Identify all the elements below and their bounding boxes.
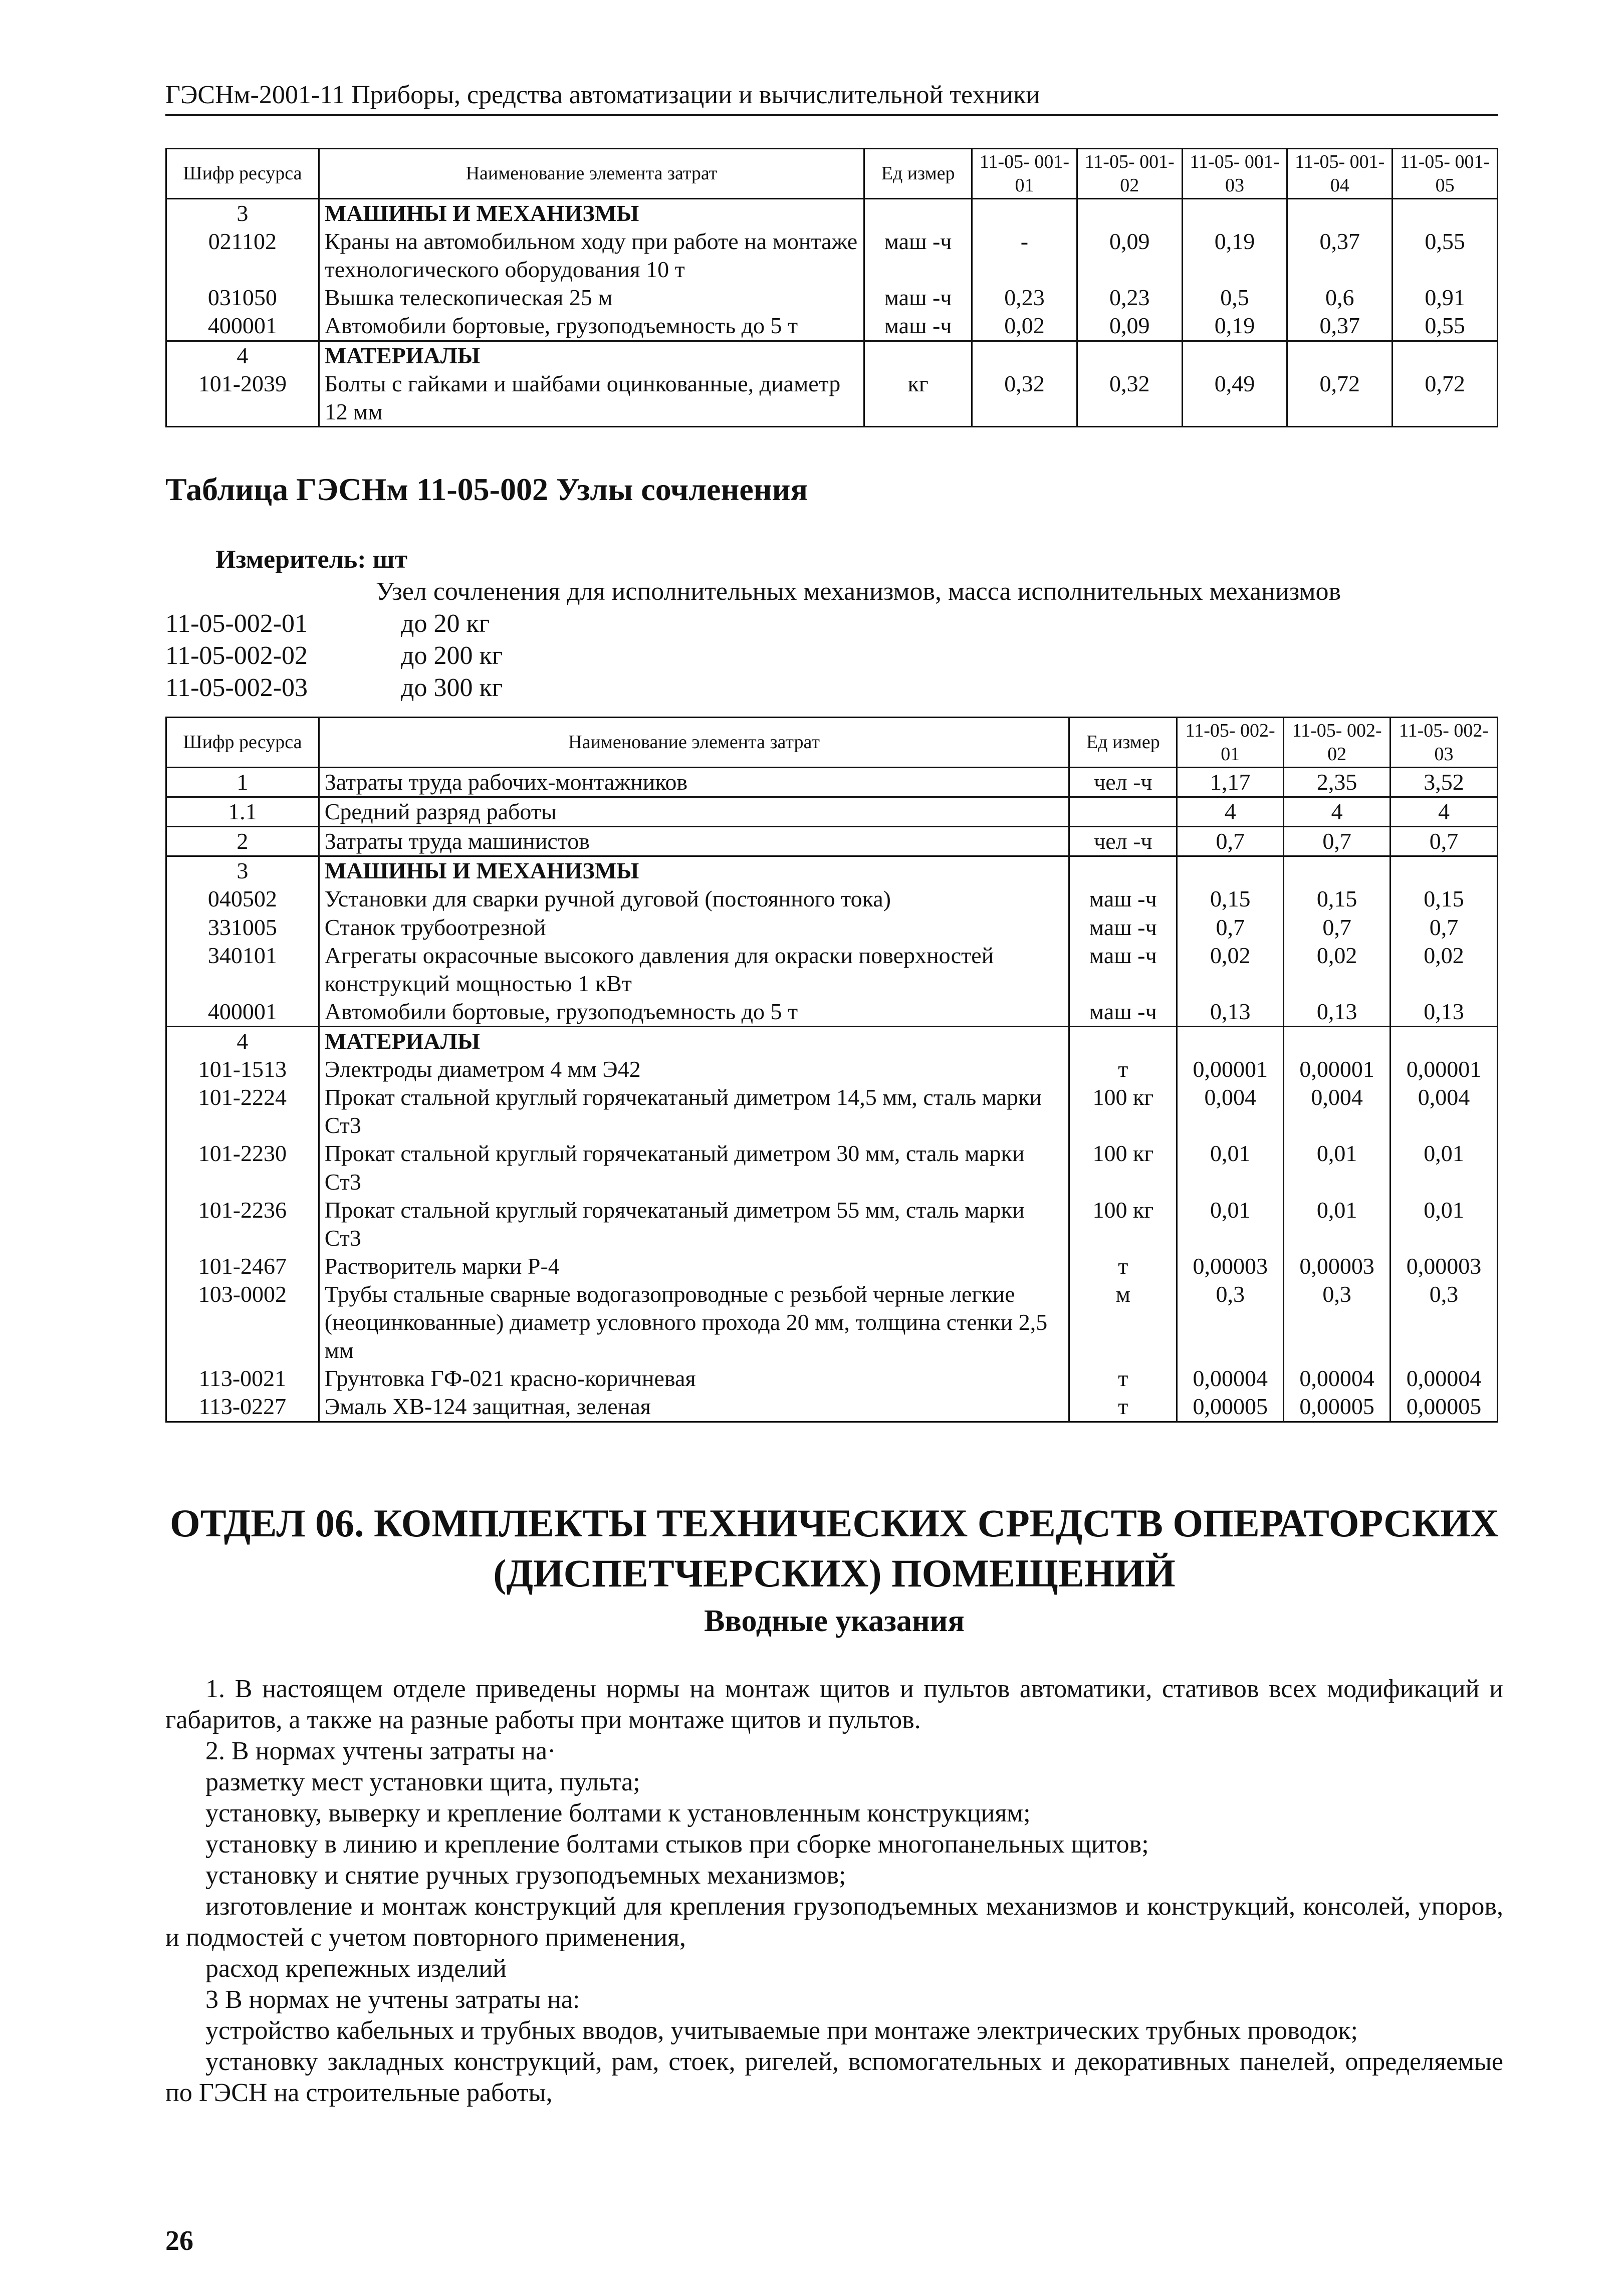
cell-code: 3 [166,199,319,228]
cell-name: Автомобили бортовые, грузоподъемность до 5 т [319,998,1069,1027]
paragraph: изготовление и монтаж конструкций для крепления грузоподъемных механизмов и конструкций, консолей, упоров, и подмостей с учетом повторного применения, [165,1892,1503,1952]
cell-value: 0,37 [1287,227,1393,284]
header-norm: 11-05- 002-01 [1177,718,1284,768]
cell-value: 0,02 [972,312,1077,341]
cell-value: 0,13 [1284,998,1390,1027]
cell-value: 0,00004 [1284,1364,1390,1393]
table-row [166,284,1498,312]
cell-unit: т [1069,1055,1177,1083]
cell-value: 0,3 [1390,1280,1498,1364]
cell-value: 0,72 [1393,370,1498,427]
section-row [166,1026,1498,1055]
cell-value: 0,6 [1287,284,1393,312]
cell-unit: 100 кг [1069,1139,1177,1196]
cell-value: 0,02 [1390,942,1498,998]
cell-unit: т [1069,1252,1177,1280]
cell-value: 0,01 [1284,1196,1390,1252]
paragraph: установку и снятие ручных грузоподъемных механизмов; [205,1861,846,1890]
measure-label: Измеритель: шт [215,545,408,574]
cell-section-title: МАШИНЫ И МЕХАНИЗМЫ [319,856,1069,885]
cell-value: 0,91 [1393,284,1498,312]
cell-name: Прокат стальной круглый горячекатаный диметром 30 мм, сталь марки Ст3 [319,1139,1069,1196]
cell-name: Трубы стальные сварные водогазопроводные с резьбой черные легкие (неоцинкованные) диаметр условного прохода 20 мм, толщина стенки 2,5 мм [319,1280,1069,1364]
cell-value: 0,00003 [1284,1252,1390,1280]
cell-unit [1069,1026,1177,1055]
measure-text: до 200 кг [401,641,503,670]
cell-value: 0,13 [1177,998,1284,1027]
cell-unit [1069,856,1177,885]
paragraph: 2. В нормах учтены затраты на· [205,1737,556,1765]
cell-unit: т [1069,1364,1177,1393]
header-norm: 11-05- 001-01 [972,149,1077,199]
paragraph: установку закладных конструкций, рам, стоек, ригелей, вспомогательных и декоративных панелей, определяемые по ГЭСН на строительные работы, [165,2047,1503,2107]
cell-value: 0,3 [1177,1280,1284,1364]
cell-unit: маш -ч [864,312,972,341]
page-number: 26 [165,2225,193,2256]
cell-value: - [972,227,1077,284]
cell-name: Болты с гайками и шайбами оцинкованные, диаметр 12 мм [319,370,864,427]
cell-value: 3,52 [1390,768,1498,797]
cell-value: 0,7 [1284,913,1390,942]
measure-description: Узел сочленения для исполнительных механизмов, масса исполнительных механизмов [376,577,1341,606]
cell-value: 0,01 [1284,1139,1390,1196]
measure-item [165,608,1341,640]
cell-section-title: МАШИНЫ И МЕХАНИЗМЫ [319,199,864,228]
cell-value [972,341,1077,370]
cell-value [1077,199,1182,228]
cell-value [972,199,1077,228]
cell-section-title: МАТЕРИАЛЫ [319,341,864,370]
cell-unit [864,199,972,228]
cell-name: Прокат стальной круглый горячекатаный диметром 55 мм, сталь марки Ст3 [319,1196,1069,1252]
header-code: Шифр ресурса [166,149,319,199]
cell-value: 0,02 [1177,942,1284,998]
cell-value: 4 [1390,797,1498,827]
table-row [166,827,1498,856]
cell-unit: т [1069,1393,1177,1422]
cell-value [1284,856,1390,885]
table-row [166,1139,1498,1196]
cell-value: 0,72 [1287,370,1393,427]
measure-code: 11-05-002-01 [165,609,308,638]
cell-unit: м [1069,1280,1177,1364]
table-row [166,913,1498,942]
header-name: Наименование элемента затрат [319,149,864,199]
cell-code: 113-0021 [166,1364,319,1393]
cell-value [1077,341,1182,370]
cell-value: 0,3 [1284,1280,1390,1364]
cell-value [1287,199,1393,228]
cell-name: Эмаль ХВ-124 защитная, зеленая [319,1393,1069,1422]
cell-unit: маш -ч [1069,998,1177,1027]
cell-unit: 100 кг [1069,1083,1177,1139]
header-code: Шифр ресурса [166,718,319,768]
header-norm: 11-05- 001-05 [1393,149,1498,199]
header-norm: 11-05- 002-03 [1390,718,1498,768]
cell-value [1182,199,1287,228]
table-row [166,885,1498,913]
measure-code: 11-05-002-03 [165,673,308,702]
section-row [166,341,1498,370]
cell-value: 0,00003 [1177,1252,1284,1280]
resource-table-002 [165,717,1498,1423]
cell-value [1393,341,1498,370]
cell-value [1390,1026,1498,1055]
cell-value: 0,15 [1284,885,1390,913]
table-row [166,1364,1498,1393]
cell-name: Вышка телескопическая 25 м [319,284,864,312]
cell-unit: 100 кг [1069,1196,1177,1252]
header-norm: 11-05- 001-02 [1077,149,1182,199]
cell-value: 0,37 [1287,312,1393,341]
cell-value: 0,004 [1284,1083,1390,1139]
cell-code: 113-0227 [166,1393,319,1422]
paragraph: установку в линию и крепление болтами стыков при сборке многопанельных щитов; [205,1830,1149,1859]
cell-value: 0,01 [1177,1139,1284,1196]
cell-code: 340101 [166,942,319,998]
cell-name: Электроды диаметром 4 мм Э42 [319,1055,1069,1083]
cell-value: 0,19 [1182,227,1287,284]
cell-value [1177,856,1284,885]
measure-text: до 20 кг [401,609,490,638]
table-row [166,768,1498,797]
cell-name: Затраты труда рабочих-монтажников [319,768,1069,797]
table-row [166,1083,1498,1139]
cell-value [1182,341,1287,370]
cell-value [1393,199,1498,228]
running-header: ГЭСНм-2001-11 Приборы, средства автоматизации и вычислительной техники [165,80,1498,116]
measure-item [165,672,1341,704]
cell-unit: чел -ч [1069,827,1177,856]
paragraph: разметку мест установки щита, пульта; [205,1768,640,1796]
cell-value: 0,01 [1177,1196,1284,1252]
cell-code: 400001 [166,312,319,341]
section-title: ОТДЕЛ 06. КОМПЛЕКТЫ ТЕХНИЧЕСКИХ СРЕДСТВ ОПЕРАТОРСКИХ (ДИСПЕТЧЕРСКИХ) ПОМЕЩЕНИЙ [169,1501,1499,1595]
cell-unit [1069,797,1177,827]
cell-value: 0,55 [1393,227,1498,284]
cell-name: Грунтовка ГФ-021 красно-коричневая [319,1364,1069,1393]
cell-value: 0,00005 [1177,1393,1284,1422]
measure-text: до 300 кг [401,673,503,702]
cell-value: 0,23 [1077,284,1182,312]
cell-value: 4 [1284,797,1390,827]
cell-unit: маш -ч [864,227,972,284]
cell-name: Затраты труда машинистов [319,827,1069,856]
cell-value: 0,09 [1077,312,1182,341]
cell-value: 0,00003 [1390,1252,1498,1280]
cell-value: 0,23 [972,284,1077,312]
cell-value: 2,35 [1284,768,1390,797]
table-row [166,1055,1498,1083]
cell-code: 1.1 [166,797,319,827]
cell-value: 0,55 [1393,312,1498,341]
cell-value: 0,7 [1390,827,1498,856]
cell-value: 0,19 [1182,312,1287,341]
table-row [166,227,1498,284]
header-norm: 11-05- 002-02 [1284,718,1390,768]
paragraph: установку, выверку и крепление болтами к установленным конструкциям; [205,1799,1031,1827]
header-unit: Ед измер [864,149,972,199]
cell-unit: кг [864,370,972,427]
cell-value: 0,7 [1284,827,1390,856]
paragraph: расход крепежных изделий [205,1954,507,1983]
cell-name: Автомобили бортовые, грузоподъемность до 5 т [319,312,864,341]
table-row [166,1252,1498,1280]
cell-value: 0,02 [1284,942,1390,998]
table-row [166,1393,1498,1422]
table-row [166,1280,1498,1364]
cell-value: 0,7 [1177,913,1284,942]
cell-value: 0,49 [1182,370,1287,427]
paragraph: устройство кабельных и трубных вводов, учитываемые при монтаже электрических трубных проводок; [205,2016,1358,2045]
cell-value: 0,15 [1390,885,1498,913]
cell-name: Средний разряд работы [319,797,1069,827]
cell-code: 331005 [166,913,319,942]
table-row [166,312,1498,341]
table-row [166,998,1498,1027]
header-norm: 11-05- 001-04 [1287,149,1393,199]
cell-section-title: МАТЕРИАЛЫ [319,1026,1069,1055]
cell-value: 0,7 [1390,913,1498,942]
cell-unit: маш -ч [1069,885,1177,913]
cell-name: Краны на автомобильном ходу при работе на монтаже технологического оборудования 10 т [319,227,864,284]
table-row [166,370,1498,427]
cell-code: 2 [166,827,319,856]
table-row [166,1196,1498,1252]
body-text [165,1674,1503,2109]
cell-unit: маш -ч [864,284,972,312]
cell-value [1284,1026,1390,1055]
cell-value: 0,01 [1390,1196,1498,1252]
cell-value: 1,17 [1177,768,1284,797]
cell-code: 101-2467 [166,1252,319,1280]
cell-value: 0,15 [1177,885,1284,913]
cell-value [1287,341,1393,370]
cell-value: 0,32 [1077,370,1182,427]
cell-code: 101-2230 [166,1139,319,1196]
table-row [166,942,1498,998]
section-row [166,199,1498,228]
cell-value: 0,004 [1390,1083,1498,1139]
cell-code: 4 [166,341,319,370]
cell-code: 103-0002 [166,1280,319,1364]
cell-value: 0,09 [1077,227,1182,284]
paragraph: 1. В настоящем отделе приведены нормы на монтаж щитов и пультов автоматики, стативов всех модификаций и габаритов, а также на разные работы при монтаже щитов и пультов. [165,1675,1503,1734]
cell-value: 0,01 [1390,1139,1498,1196]
cell-value: 0,32 [972,370,1077,427]
cell-value: 0,00004 [1390,1364,1498,1393]
header-norm: 11-05- 001-03 [1182,149,1287,199]
cell-value [1390,856,1498,885]
cell-value [1177,1026,1284,1055]
cell-unit: маш -ч [1069,913,1177,942]
cell-value: 0,00005 [1390,1393,1498,1422]
cell-value: 0,00005 [1284,1393,1390,1422]
cell-code: 4 [166,1026,319,1055]
cell-unit: чел -ч [1069,768,1177,797]
cell-name: Установки для сварки ручной дуговой (постоянного тока) [319,885,1069,913]
cell-code: 3 [166,856,319,885]
table-row [166,797,1498,827]
cell-code: 1 [166,768,319,797]
measure-code: 11-05-002-02 [165,641,308,670]
cell-name: Агрегаты окрасочные высокого давления для окраски поверхностей конструкций мощностью 1 кВт [319,942,1069,998]
cell-value: 0,00001 [1284,1055,1390,1083]
cell-value: 0,00001 [1390,1055,1498,1083]
intro-title: Вводные указания [704,1604,965,1638]
cell-code: 021102 [166,227,319,284]
paragraph: 3 В нормах не учтены затраты на: [205,1985,580,2014]
header-name: Наименование элемента затрат [319,718,1069,768]
header-unit: Ед измер [1069,718,1177,768]
cell-name: Растворитель марки Р-4 [319,1252,1069,1280]
cell-value: 0,00001 [1177,1055,1284,1083]
cell-name: Станок трубоотрезной [319,913,1069,942]
cell-code: 101-2224 [166,1083,319,1139]
cell-code: 101-2039 [166,370,319,427]
section-row [166,856,1498,885]
cell-value: 0,004 [1177,1083,1284,1139]
cell-unit: маш -ч [1069,942,1177,998]
cell-value: 0,13 [1390,998,1498,1027]
cell-code: 400001 [166,998,319,1027]
cell-code: 040502 [166,885,319,913]
measure-block [165,544,1341,704]
cell-name: Прокат стальной круглый горячекатаный диметром 14,5 мм, сталь марки Ст3 [319,1083,1069,1139]
cell-value: 0,5 [1182,284,1287,312]
cell-value: 4 [1177,797,1284,827]
measure-item [165,640,1341,672]
cell-value: 0,7 [1177,827,1284,856]
resource-table-001 [165,148,1498,427]
cell-code: 101-2236 [166,1196,319,1252]
cell-code: 101-1513 [166,1055,319,1083]
table-title: Таблица ГЭСНм 11-05-002 Узлы сочленения [165,472,808,507]
cell-unit [864,341,972,370]
cell-value: 0,00004 [1177,1364,1284,1393]
cell-code: 031050 [166,284,319,312]
